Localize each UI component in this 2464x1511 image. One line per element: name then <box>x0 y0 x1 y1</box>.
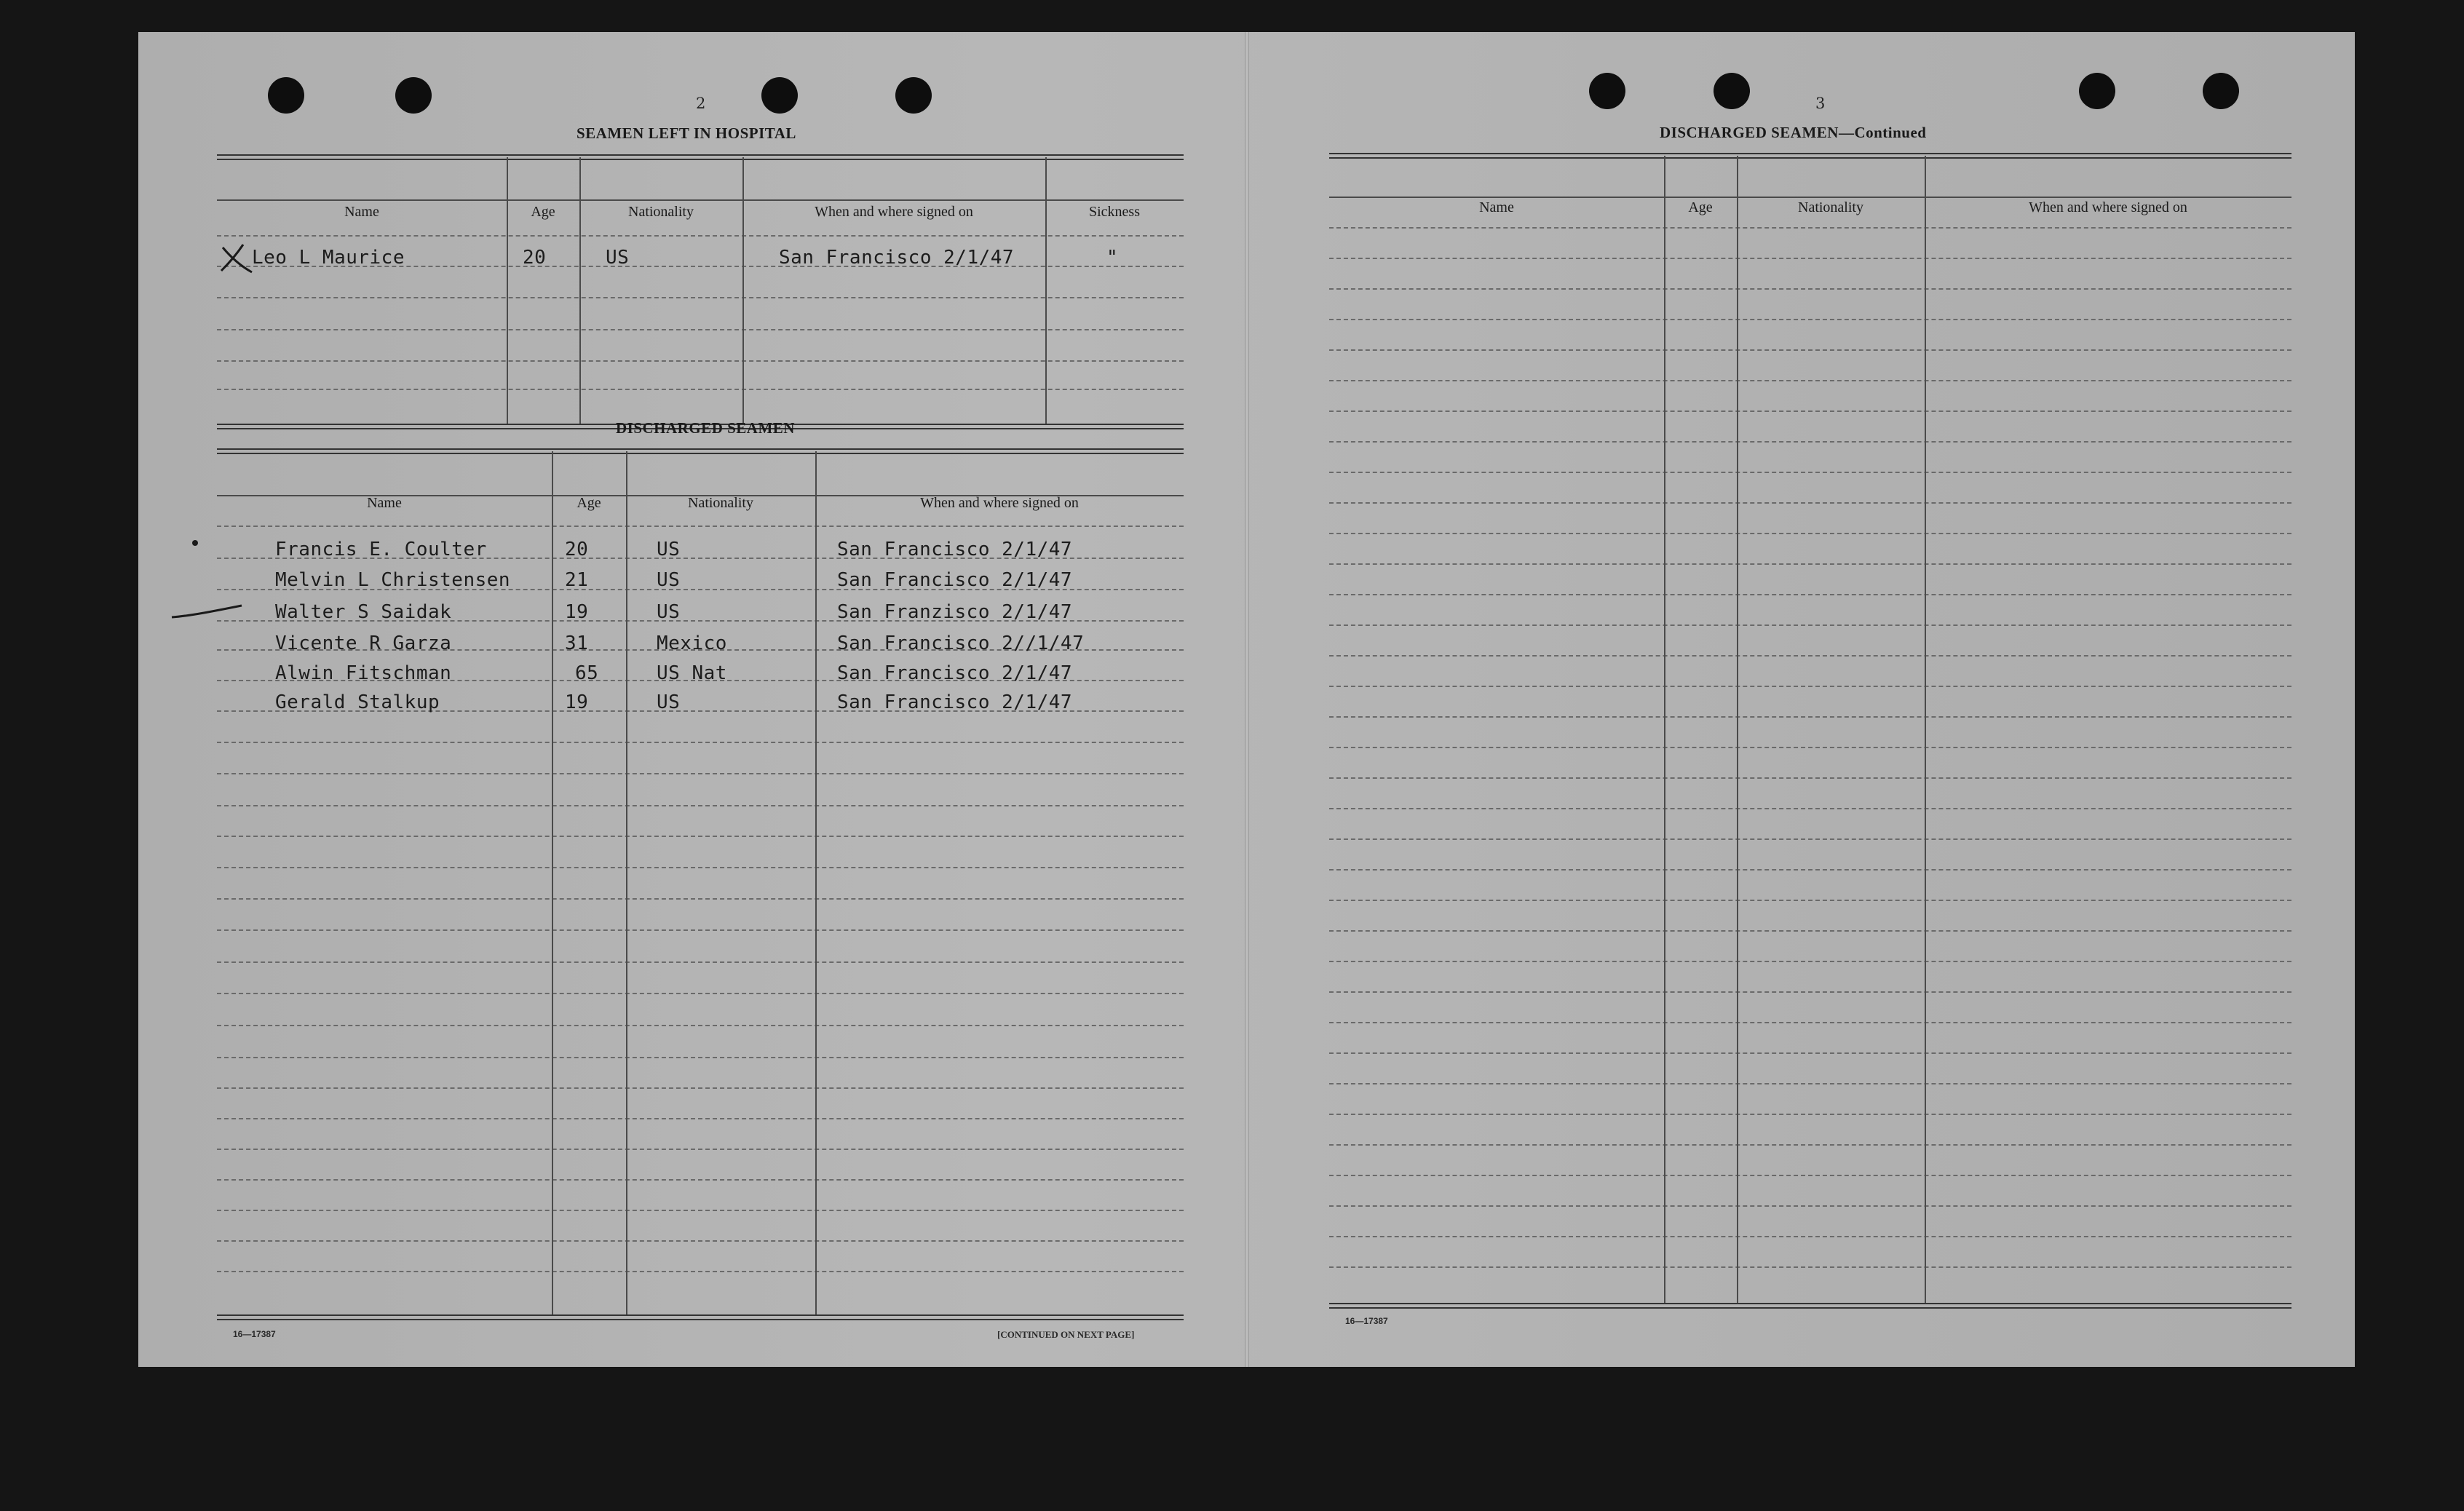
hospital-section-title: SEAMEN LEFT IN HOSPITAL <box>577 124 796 142</box>
col-header-nationality: Nationality <box>1798 199 1863 215</box>
row-signed-on: San Francisco 2/1/47 <box>837 569 1073 591</box>
page-number-left: 2 <box>696 95 706 112</box>
binder-hole <box>895 77 932 114</box>
col-header-nationality: Nationality <box>688 495 753 511</box>
row-sickness: " <box>1106 247 1119 269</box>
row-age: 19 <box>565 691 589 713</box>
row-name: Melvin L Christensen <box>275 569 511 591</box>
form-number-left: 16—17387 <box>233 1329 276 1339</box>
binder-hole <box>2203 73 2239 109</box>
form-number-right: 16—17387 <box>1345 1316 1388 1326</box>
col-header-age: Age <box>1688 199 1713 215</box>
row-age: 20 <box>523 247 547 269</box>
row-signed-on: San Francisco 2/1/47 <box>837 691 1073 713</box>
page-fold <box>1245 32 1249 1367</box>
binder-hole <box>761 77 798 114</box>
row-nationality: US <box>657 569 681 591</box>
row-name: Alwin Fitschman <box>275 662 452 684</box>
discharged-section-title: DISCHARGED SEAMEN <box>616 419 795 437</box>
col-header-signed-on: When and where signed on <box>815 204 973 220</box>
ink-dot <box>192 540 198 546</box>
row-signed-on: San Francisco 2/1/47 <box>779 247 1015 269</box>
row-nationality: US <box>657 691 681 713</box>
binder-hole <box>1589 73 1625 109</box>
row-name: Gerald Stalkup <box>275 691 440 713</box>
col-header-nationality: Nationality <box>628 204 694 220</box>
binder-hole <box>2079 73 2115 109</box>
row-nationality: US <box>606 247 630 269</box>
col-header-sickness: Sickness <box>1089 204 1140 220</box>
page-number-right: 3 <box>1815 95 1826 112</box>
row-signed-on: San Francisco 2/1/47 <box>837 539 1073 560</box>
binder-hole <box>1714 73 1750 109</box>
row-nationality: US <box>657 539 681 560</box>
hospital-table <box>217 154 1184 431</box>
document-sheet <box>138 32 2355 1367</box>
binder-hole <box>395 77 432 114</box>
discharged-table <box>217 448 1184 1328</box>
handwritten-x-mark <box>217 240 261 277</box>
binder-hole <box>268 77 304 114</box>
row-age: 65 <box>575 662 599 684</box>
row-age: 31 <box>565 632 589 654</box>
row-nationality: US <box>657 601 681 623</box>
row-nationality: US Nat <box>657 662 727 684</box>
col-header-signed-on: When and where signed on <box>920 495 1079 511</box>
right-section-title: DISCHARGED SEAMEN—Continued <box>1660 124 1927 141</box>
discharged-continued-table <box>1329 153 2291 1314</box>
col-header-age: Age <box>577 495 601 511</box>
row-signed-on: San Francisco 2/1/47 <box>837 662 1073 684</box>
row-name: Vicente R Garza <box>275 632 452 654</box>
col-header-name: Name <box>367 495 402 511</box>
row-age: 21 <box>565 569 589 591</box>
row-age: 19 <box>565 601 589 623</box>
row-name: Walter S Saidak <box>275 601 452 623</box>
col-header-signed-on: When and where signed on <box>2029 199 2187 215</box>
pen-stroke-mark <box>169 601 249 623</box>
col-header-age: Age <box>531 204 555 220</box>
row-signed-on: San Francisco 2//1/47 <box>837 632 1085 654</box>
row-nationality: Mexico <box>657 632 727 654</box>
col-header-name: Name <box>1479 199 1514 215</box>
row-signed-on: San Franzisco 2/1/47 <box>837 601 1073 623</box>
row-name: Leo L Maurice <box>252 247 405 269</box>
col-header-name: Name <box>344 204 379 220</box>
row-name: Francis E. Coulter <box>275 539 487 560</box>
continued-note: [CONTINUED ON NEXT PAGE] <box>997 1329 1135 1340</box>
row-age: 20 <box>565 539 589 560</box>
